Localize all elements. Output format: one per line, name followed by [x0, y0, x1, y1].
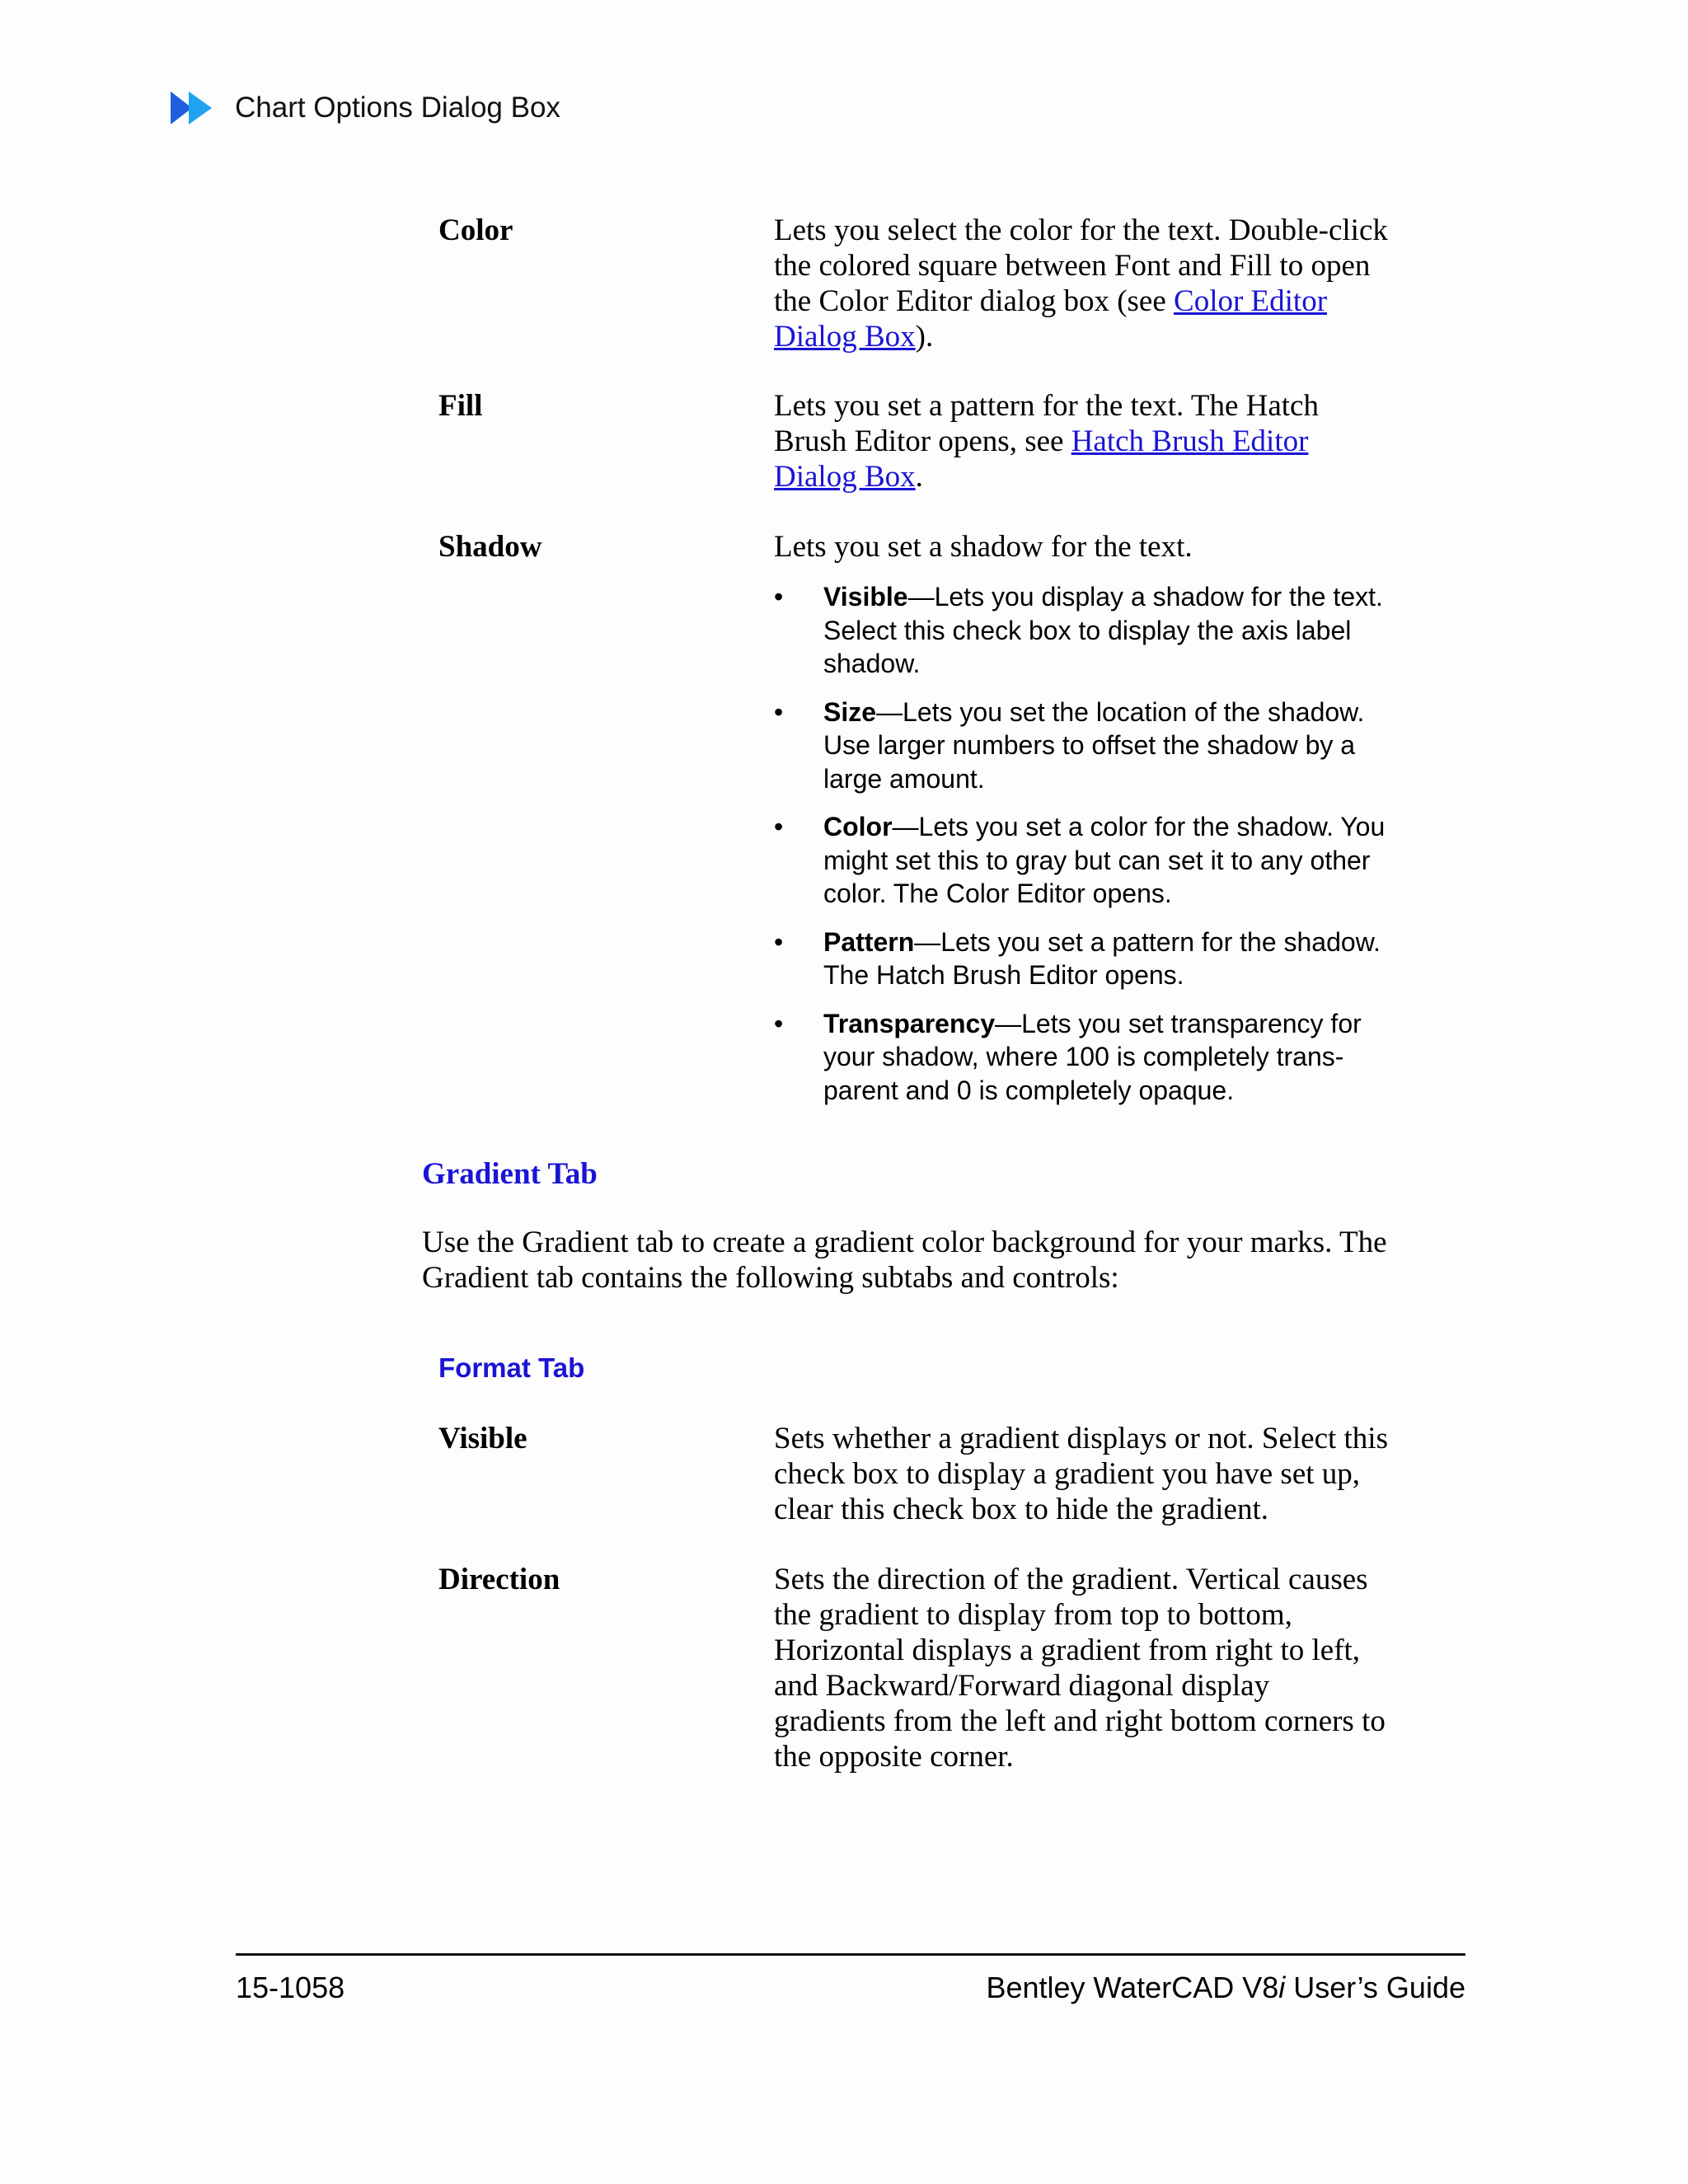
- option-description: [774, 388, 1388, 494]
- list-item-text: —Lets you display a shadow for the text. Select this check box to display the axis label shadow.: [823, 582, 1383, 678]
- list-item-text: —Lets you set a color for the shadow. You might set this to gray but can set it to any other color. The Color Editor opens.: [823, 812, 1386, 908]
- guide-title: [986, 1970, 1465, 2006]
- guide-title-italic: i: [1278, 1971, 1286, 2004]
- description-text: Lets you set a pattern for the text. The Hatch Brush Editor opens, see: [774, 389, 1319, 458]
- list-item-label: Transparency: [823, 1008, 996, 1038]
- bullet-glyph: •: [774, 582, 784, 612]
- list-item: [774, 696, 1388, 796]
- bullet-glyph: •: [774, 1008, 784, 1038]
- option-description: Sets the direction of the gradient. Vertical causes the gradient to display from top to bottom, Horizontal displays a gradient from right to left, and Backward/Forward diagonal display gradients from the left and right bottom corners to the opposite corner.: [774, 1563, 1386, 1774]
- shadow-options-list: [774, 580, 1388, 1107]
- list-item-label: Size: [823, 696, 877, 727]
- header-title: Chart Options Dialog Box: [235, 91, 560, 124]
- list-item-text: —Lets you set the location of the shadow. Use larger numbers to offset the shadow by a large amount.: [823, 696, 1365, 794]
- page-number: 15-1058: [236, 1971, 345, 2004]
- section-intro: Use the Gradient tab to create a gradient color background for your marks. The Gradient tab contains the following subtabs and controls:: [422, 1226, 1387, 1295]
- list-item: [774, 810, 1388, 911]
- color-editor-link[interactable]: Color Editor Dialog Box: [774, 284, 1328, 354]
- list-item: [774, 580, 1388, 681]
- page-header: [171, 87, 560, 129]
- hatch-brush-editor-link[interactable]: Hatch Brush Editor Dialog Box: [774, 424, 1309, 494]
- description-text-end: ).: [915, 320, 934, 354]
- guide-title-text: Bentley WaterCAD V8: [986, 1971, 1279, 2004]
- list-item-label: Visible: [823, 582, 908, 612]
- bullet-glyph: •: [774, 696, 784, 727]
- option-term: Color: [438, 213, 513, 247]
- option-term: Shadow: [438, 530, 542, 564]
- list-item-label: Pattern: [823, 926, 915, 957]
- section-heading: Gradient Tab: [422, 1157, 598, 1191]
- list-item-text: —Lets you set a pattern for the shadow. The Hatch Brush Editor opens.: [823, 926, 1381, 990]
- bullet-glyph: •: [774, 926, 784, 957]
- guide-title-suffix: User’s Guide: [1285, 1971, 1465, 2004]
- description-text: Lets you select the color for the text. Double-click the colored square between Font and Fill to open the Color Editor dialog box (see: [774, 213, 1388, 318]
- list-item: [774, 926, 1388, 992]
- option-term: Direction: [438, 1563, 560, 1596]
- option-description: Lets you set a shadow for the text.: [774, 530, 1193, 564]
- double-arrow-icon: [171, 90, 223, 126]
- option-term: Visible: [438, 1422, 528, 1455]
- list-item-text: —Lets you set transparency for your shadow, where 100 is completely trans-parent and 0 is completely opaque.: [823, 1008, 1362, 1105]
- option-description: [774, 213, 1388, 354]
- subsection-heading: Format Tab: [438, 1352, 585, 1383]
- option-term: Fill: [438, 389, 483, 423]
- option-description: Sets whether a gradient displays or not. Select this check box to display a gradient you have set up, clear this check box to hide the gradient.: [774, 1422, 1388, 1526]
- bullet-glyph: •: [774, 812, 784, 841]
- list-item-label: Color: [823, 812, 893, 841]
- list-item: [774, 1007, 1388, 1108]
- description-text-end: .: [915, 460, 923, 494]
- footer-divider: [236, 1953, 1465, 1956]
